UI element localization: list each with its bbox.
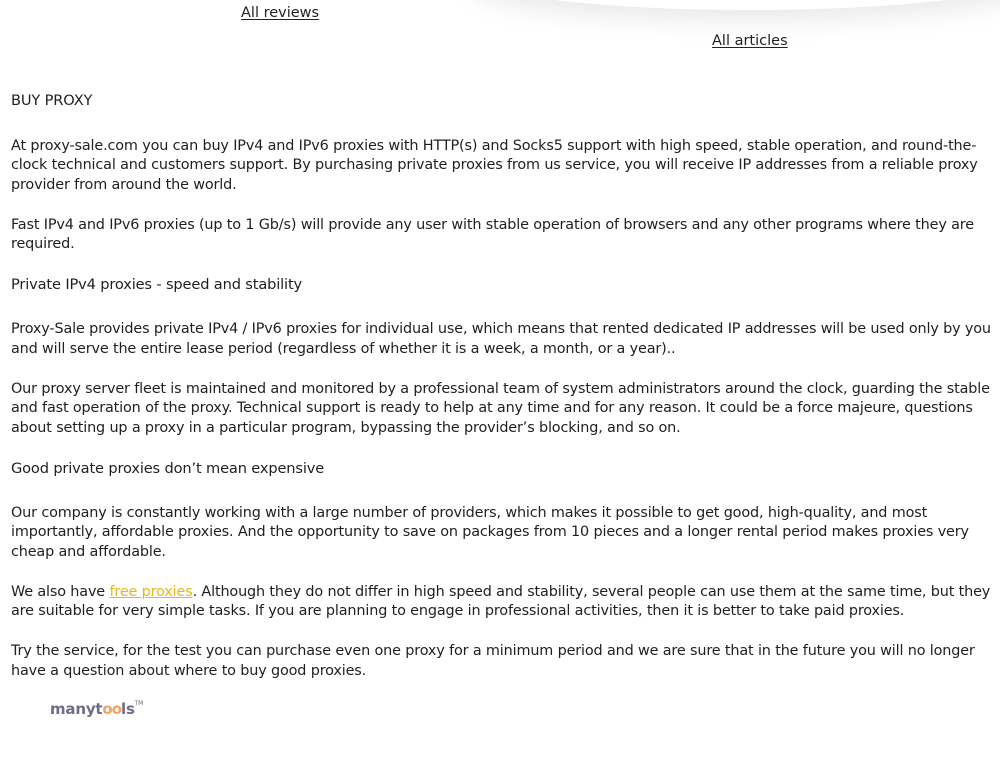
article-heading: BUY PROXY	[11, 92, 93, 109]
logo-text-accent: oo	[102, 700, 122, 718]
subheading-private-ipv4: Private IPv4 proxies - speed and stability	[11, 276, 302, 294]
paragraph-providers: Our company is constantly working with a large number of providers, which makes it possible to get good, high-quality, and most importantly, affordable proxies. And the opportunity to save on packages from 10 pieces and a longer rental period makes proxies very cheap and affordable.	[11, 504, 969, 560]
header-shadow	[470, 0, 1000, 10]
subheading-good-proxies: Good private proxies don’t mean expensive	[11, 459, 325, 477]
manytools-logo[interactable]	[50, 700, 143, 718]
logo-text-end: ls	[121, 700, 135, 718]
all-reviews-link[interactable]: All reviews	[241, 5, 320, 21]
paragraph-server-fleet: Our proxy server fleet is maintained and monitored by a professional team of system administrators around the clock, guarding the stable and fast operation of the proxy. Technical support is ready to help at any time and for any reason. It could be a force majeure, questions about setting up a proxy in a particular program, bypassing the provider’s blocking, and so on.	[11, 381, 990, 436]
all-articles-link[interactable]: All articles	[712, 33, 788, 49]
paragraph-try-service: Try the service, for the test you can purchase even one proxy for a minimum period and we are sure that in the future you will no longer have a question about where to buy good proxies.	[11, 643, 975, 679]
free-proxies-suffix: . Although they do not differ in high speed and stability, several people can use them at the same time, but they are suitable for very simple tasks. If you are planning to engage in professional activities, then it is better to take paid proxies.	[11, 583, 991, 620]
free-proxies-prefix: We also have	[11, 583, 110, 600]
paragraph-individual-use: Proxy-Sale provides private IPv4 / IPv6 proxies for individual use, which means that rented dedicated IP addresses will be used only by you and will serve the entire lease period (regardless of whether it is a week, a month, or a year)..	[11, 321, 991, 357]
article-body	[11, 91, 997, 702]
logo-text-start: manyt	[50, 700, 103, 718]
paragraph-free-proxies	[11, 583, 997, 622]
paragraph-intro: At proxy-sale.com you can buy IPv4 and IPv6 proxies with HTTP(s) and Socks5 support with high speed, stable operation, and round-the-clock technical and customers support. By purchasing private proxies from us service, you will receive IP addresses from a reliable proxy provider from around the world.	[11, 138, 978, 193]
logo-trademark: TM	[134, 700, 144, 707]
free-proxies-link[interactable]: free proxies	[109, 583, 193, 600]
paragraph-fast-proxies: Fast IPv4 and IPv6 proxies (up to 1 Gb/s) will provide any user with stable operation of browsers and any other programs where they are required.	[11, 216, 974, 253]
